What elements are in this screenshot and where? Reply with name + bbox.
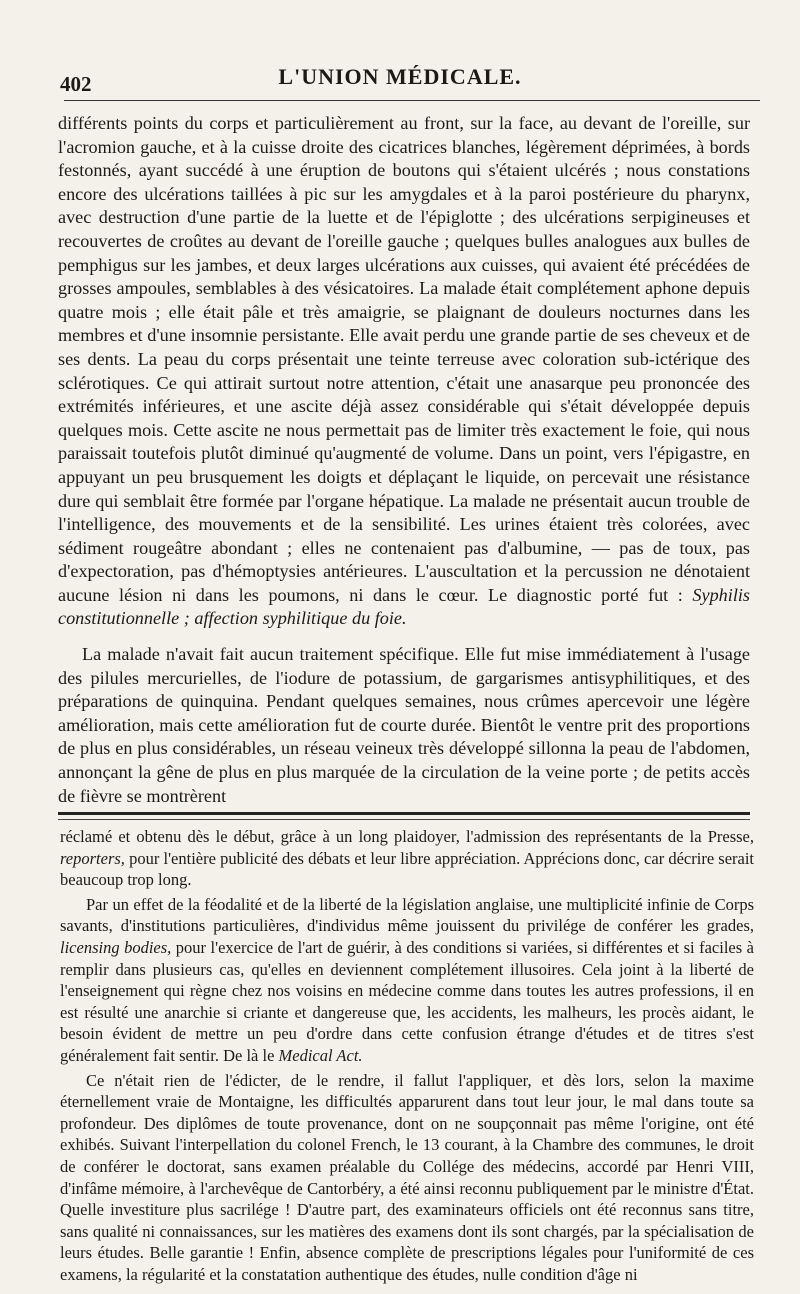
feuilleton-p1-text-b: pour l'entière publicité des débats et leur libre appréciation. Apprécions donc, car décrire serait beaucoup trop long.	[60, 848, 755, 890]
feuilleton-separator	[58, 812, 750, 820]
feuilleton-paragraph-2	[60, 894, 754, 1067]
feuilleton-p2-italic-1: licensing bodies,	[60, 937, 172, 957]
feuilleton-p2-text-b: pour l'exercice de l'art de guérir, à des conditions si variées, si différentes et si faciles à remplir dans plusieurs cas, qu'elles en deviennent complétement illusoires. Cela joint à la liberté de l'enseignement qui règne chez nos voisins en médecine comme dans toutes les autres professions, il en est résulté une anarchie si criante et dangereuse que, les accidents, les malheurs, les procès aidant, le besoin évident de mettre un peu d'ordre dans cette confusion étrange d'études et de titres s'est généralement fait sentir. De là le	[60, 937, 754, 1065]
header-rule	[64, 100, 760, 101]
main-paragraph-1	[58, 112, 750, 631]
feuilleton-text	[60, 826, 754, 1285]
main-text	[58, 112, 750, 808]
page-header	[40, 62, 760, 102]
feuilleton-p1-italic: reporters,	[60, 848, 125, 868]
feuilleton-paragraph-3: Ce n'était rien de l'édicter, de le rendre, il fallut l'appliquer, et dès lors, selon la maxime éternellement vraie de Montaigne, les difficultés apparurent dans tout leur jour, le mal dans toute sa profondeur. Des diplômes de toute provenance, dont on ne soupçonnait pas même l'origine, ont été exhibés. Suivant l'interpellation du colonel French, le 13 courant, à la Chambre des communes, le droit de conférer le doctorat, sans examen préalable du Collége des médecins, accordé par Henri VIII, d'infâme mémoire, à l'archevêque de Cantorbéry, a été ainsi reconnu publiquement par le ministre d'État. Quelle investiture plus sacrilége ! D'autre part, des examinateurs officiels ont été reconnus sans titre, sans qualité ni connaissances, sur les matières des examens dont ils sont chargés, par la spécialisation de leurs études. Belle garantie ! Enfin, absence complète de prescriptions légales pour l'uniformité de ces examens, la régularité et la constatation authentique des études, nulle condition d'âge ni	[60, 1070, 754, 1284]
main-paragraph-2: La malade n'avait fait aucun traitement spécifique. Elle fut mise immédiatement à l'usage des pilules mercurielles, de l'iodure de potassium, de gargarismes antisyphilitiques, et des préparations de quinquina. Pendant quelques semaines, nous crûmes apercevoir une légère amélioration, mais cette amélioration fut de courte durée. Bientôt le ventre prit des proportions de plus en plus considérables, un réseau veineux très développé sillonna la peau de l'abdomen, annonçant la gêne de plus en plus marquée de la circulation de la veine porte ; de petits accès de fièvre se montrèrent	[58, 644, 750, 806]
feuilleton-p2-text-a: Par un effet de la féodalité et de la liberté de la législation anglaise, une multiplicité infinie de Corps savants, d'institutions particulières, d'individus même jouissent du privilége de conférer les grades,	[60, 894, 754, 936]
feuilleton-paragraph-1	[60, 826, 754, 891]
feuilleton-p2-italic-2: Medical Act.	[278, 1045, 363, 1065]
running-title: L'UNION MÉDICALE.	[278, 64, 522, 89]
feuilleton-p1-text-a: réclamé et obtenu dès le début, grâce à un long plaidoyer, l'admission des représentants de la Presse,	[60, 827, 754, 846]
diagnosis-italic: Syphilis constitutionnelle ; affection syphilitique du foie.	[58, 584, 751, 629]
main-paragraph-1-text: différents points du corps et particulièrement au front, sur la face, au devant de l'oreille, sur l'acromion gauche, et à la cuisse droite des cicatrices blanches, légèrement déprimées, à bords festonnés, ayant succédé à une éruption de boutons qui s'étaient ulcérés ; nous constations encore des ulcérations taillées à pic sur les amygdales et à la paroi postérieure du pharynx, avec destruction d'une partie de la luette et de l'épiglotte ; des ulcérations serpigineuses et recouvertes de croûtes au devant de l'oreille gauche ; quelques bulles analogues aux bulles de pemphigus sur les jambes, et deux larges ulcérations aux cuisses, qui avaient été précédées de grosses ampoules, semblables à des vésicatoires. La malade était complétement aphone depuis quatre mois ; elle était pâle et très amaigrie, se plaignant de douleurs nocturnes dans les membres et d'une insomnie persistante. Elle avait perdu une grande partie de ses cheveux et de ses dents. La peau du corps présentait une teinte terreuse avec coloration sub-ictérique des sclérotiques. Ce qui attirait surtout notre attention, c'était une anasarque peu prononcée des extrémités inférieures, et une ascite déjà assez considérable qui s'était développée depuis quelques mois. Cette ascite ne nous permettait pas de limiter très exactement le foie, qui nous paraissait toutefois plutôt diminué qu'augmenté de volume. Dans un point, vers l'épigastre, en appuyant un peu brusquement les doigts et déplaçant le liquide, on percevait une résistance dure qui semblait être formée par l'organe hépatique. La malade ne présentait aucun trouble de l'intelligence, des mouvements et de la sensibilité. Les urines étaient très colorées, avec sédiment rougeâtre abondant ; elles ne contenaient pas d'albumine, — pas de toux, pas d'expectoration, pas d'hémoptysies antérieures. L'auscultation et la percussion ne dénotaient aucune lésion ni dans les poumons, ni dans le cœur. Le diagnostic porté fut :	[58, 113, 750, 605]
page-number: 402	[60, 72, 92, 96]
